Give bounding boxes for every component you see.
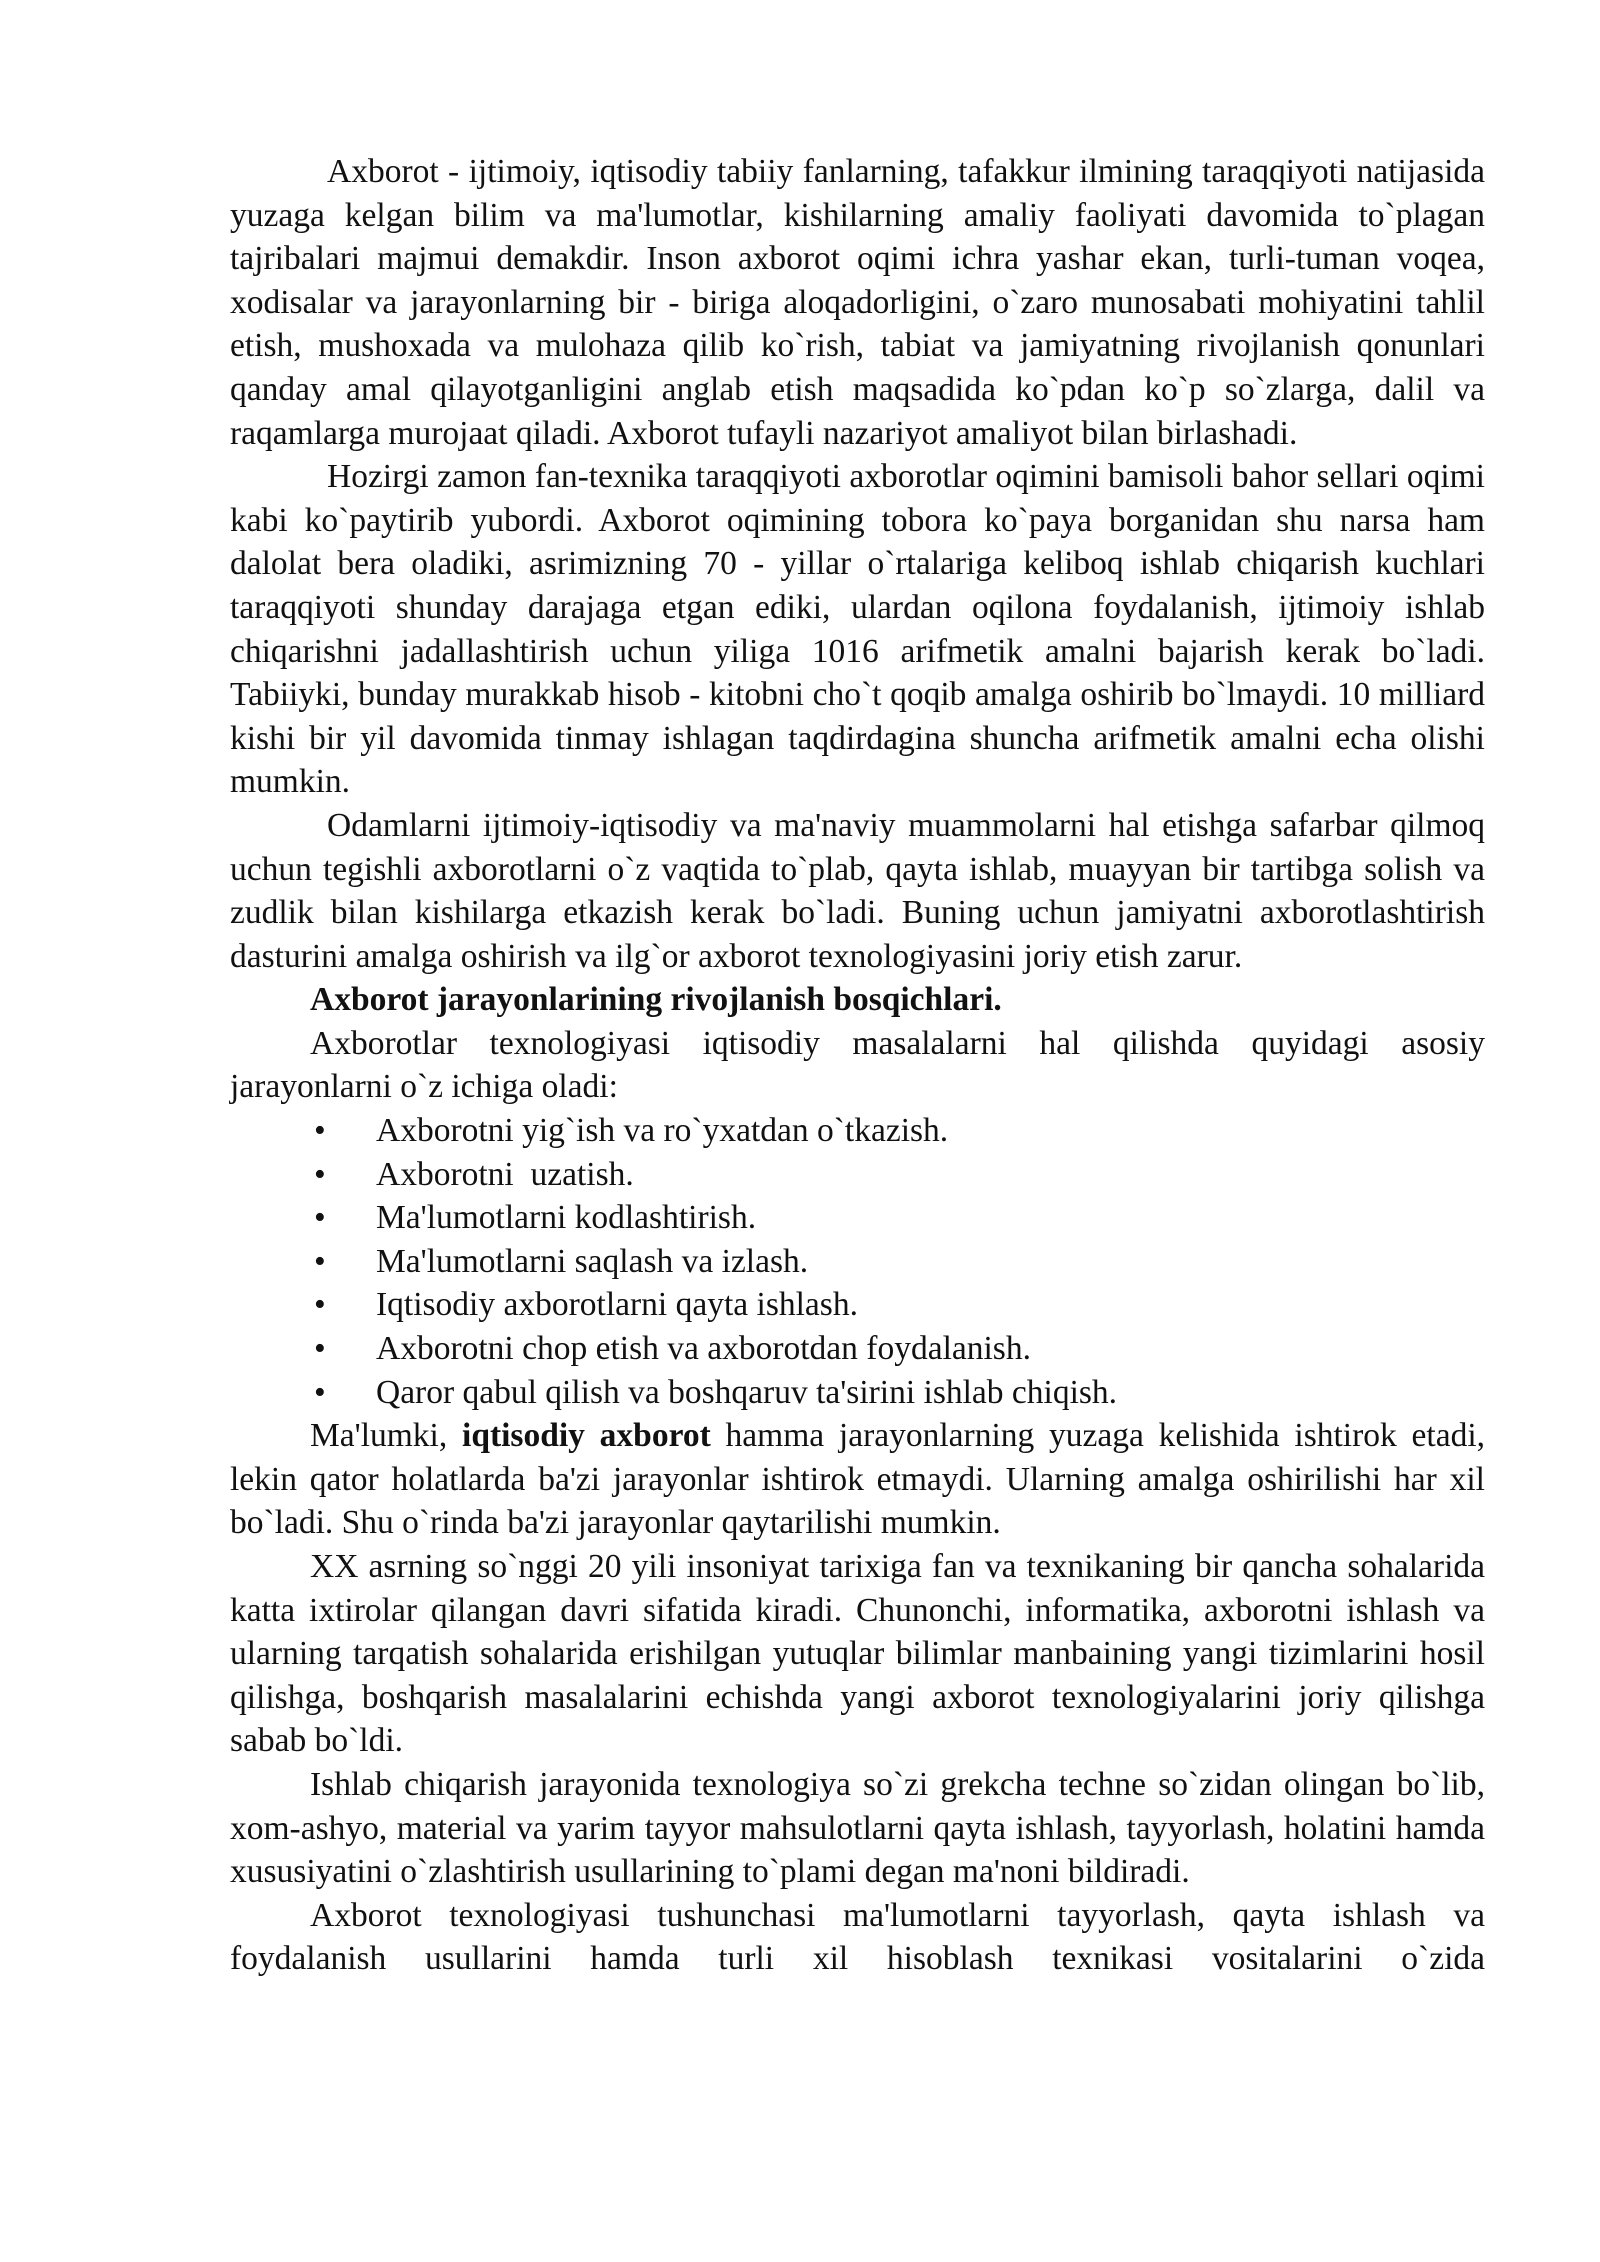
list-item-text: Axborotni chop etish va axborotdan foydalanish.	[376, 1330, 1031, 1368]
list-item-text: Qaror qabul qilish va boshqaruv ta'sirini ishlab chiqish.	[376, 1373, 1118, 1411]
paragraph-list-intro: Axborotlar texnologiyasi iqtisodiy masalalarni hal qilishda quyidagi asosiy jarayonlarni o`z ichiga oladi:	[230, 1024, 1485, 1106]
bullet-icon: •	[314, 1155, 326, 1193]
paragraph-malumki	[230, 1414, 1485, 1545]
bullet-icon: •	[314, 1199, 326, 1237]
malumki-bold-term: iqtisodiy axborot	[462, 1417, 711, 1455]
bullet-icon: •	[314, 1373, 326, 1411]
document-page	[230, 150, 1485, 1981]
section-heading: Axborot jarayonlarining rivojlanish bosqichlari.	[310, 981, 1002, 1019]
list-item	[230, 1153, 1485, 1197]
malumki-rest-text: hamma jarayonlarning yuzaga kelishida ishtirok etadi, lekin qator holatlarda ba'zi jarayonlar ishtirok etmaydi. Ularning amalga oshirilishi har xil bo`ladi. Shu o`rinda ba'zi jarayonlar qaytarilishi mumkin.	[230, 1417, 1486, 1542]
paragraph-texnologiya-sozi: Ishlab chiqarish jarayonida texnologiya so`zi grekcha techne so`zidan olingan bo`lib, xom-ashyo, material va yarim tayyor mahsulotlarni qayta ishlash, tayyorlash, holatini hamda xususiyatini o`zlashtirish usullarining to`plami degan ma'noni bildiradi.	[230, 1765, 1485, 1891]
list-item	[230, 1371, 1485, 1415]
list-item	[230, 1196, 1485, 1240]
list-item-text: Ma'lumotlarni kodlashtirish.	[376, 1199, 757, 1237]
list-item-text: Iqtisodiy axborotlarni qayta ishlash.	[376, 1286, 858, 1324]
process-bullet-list	[230, 1109, 1485, 1414]
paragraph-xx-asr: XX asrning so`nggi 20 yili insoniyat tarixiga fan va texnikaning bir qancha sohalarida katta ixtirolar qilangan davri sifatida kiradi. Chunonchi, informatika, axborotni ishlash va ularning tarqatish sohalarida erishilgan yutuqlar bilimlar manbaining yangi tizimlarini hosil qilishga, boshqarish masalalarini echishda yangi axborot texnologiyalarini joriy qilishga sabab bo`ldi.	[230, 1548, 1485, 1760]
paragraph-fan-texnika: Hozirgi zamon fan-texnika taraqqiyoti axborotlar oqimini bamisoli bahor sellari oqimi kabi ko`paytirib yubordi. Axborot oqimining tobora ko`paya borganidan shu narsa ham dalolat bera oladiki, asrimizning 70 - yillar o`rtalariga keliboq ishlab chiqarish kuchlari taraqqiyoti shunday darajaga etgan ediki, ulardan oqilona foydalanish, ijtimoiy ishlab chiqarishni jadallashtirish uchun yiliga 1016 arifmetik amalni bajarish kerak bo`ladi. Tabiiyki, bunday murakkab hisob - kitobni cho`t qoqib amalga oshirib bo`lmaydi. 10 milliard kishi bir yil davomida tinmay ishlagan taqdirdagina shuncha arifmetik amalni echa olishi mumkin.	[230, 458, 1485, 801]
bullet-icon: •	[314, 1112, 326, 1150]
malumki-lead-text: Ma'lumki,	[310, 1417, 463, 1455]
bullet-icon: •	[314, 1330, 326, 1368]
paragraph-odamlarni: Odamlarni ijtimoiy-iqtisodiy va ma'naviy muammolarni hal etishga safarbar qilmoq uchun tegishli axborotlarni o`z vaqtida to`plab, qayta ishlab, muayyan bir tartibga solish va zudlik bilan kishilarga etkazish kerak bo`ladi. Buning uchun jamiyatni axborotlashtirish dasturini amalga oshirish va ilg`or axborot texnologiyasini joriy etish zarur.	[230, 806, 1485, 975]
bullet-icon: •	[314, 1286, 326, 1324]
paragraph-axborot-definition: Axborot - ijtimoiy, iqtisodiy tabiiy fanlarning, tafakkur ilmining taraqqiyoti natijasida yuzaga kelgan bilim va ma'lumotlar, kishilarning amaliy faoliyati davomida to`plagan tajribalari majmui demakdir. Inson axborot oqimi ichra yashar ekan, turli-tuman voqea, xodisalar va jarayonlarning bir - biriga aloqadorligini, o`zaro munosabati mohiyatini tahlil etish, mushoxada va mulohaza qilib ko`rish, tabiat va jamiyatning rivojlanish qonunlari qanday amal qilayotganligini anglab etish maqsadida ko`pdan ko`p so`zlarga, dalil va raqamlarga murojaat qiladi. Axborot tufayli nazariyot amaliyot bilan birlashadi.	[230, 153, 1485, 452]
list-item	[230, 1109, 1485, 1153]
bullet-icon: •	[314, 1242, 326, 1280]
paragraph-axborot-texnologiyasi: Axborot texnologiyasi tushunchasi ma'lumotlarni tayyorlash, qayta ishlash va foydalanish usullarini hamda turli xil hisoblash texnikasi vositalarini o`zida	[230, 1896, 1485, 1978]
list-item-text: Axborotni yig`ish va ro`yxatdan o`tkazish.	[376, 1112, 949, 1150]
list-item-text: Ma'lumotlarni saqlash va izlash.	[376, 1242, 809, 1280]
list-item	[230, 1240, 1485, 1284]
list-item	[230, 1327, 1485, 1371]
list-item	[230, 1283, 1485, 1327]
list-item-text: Axborotni uzatish.	[376, 1155, 634, 1193]
